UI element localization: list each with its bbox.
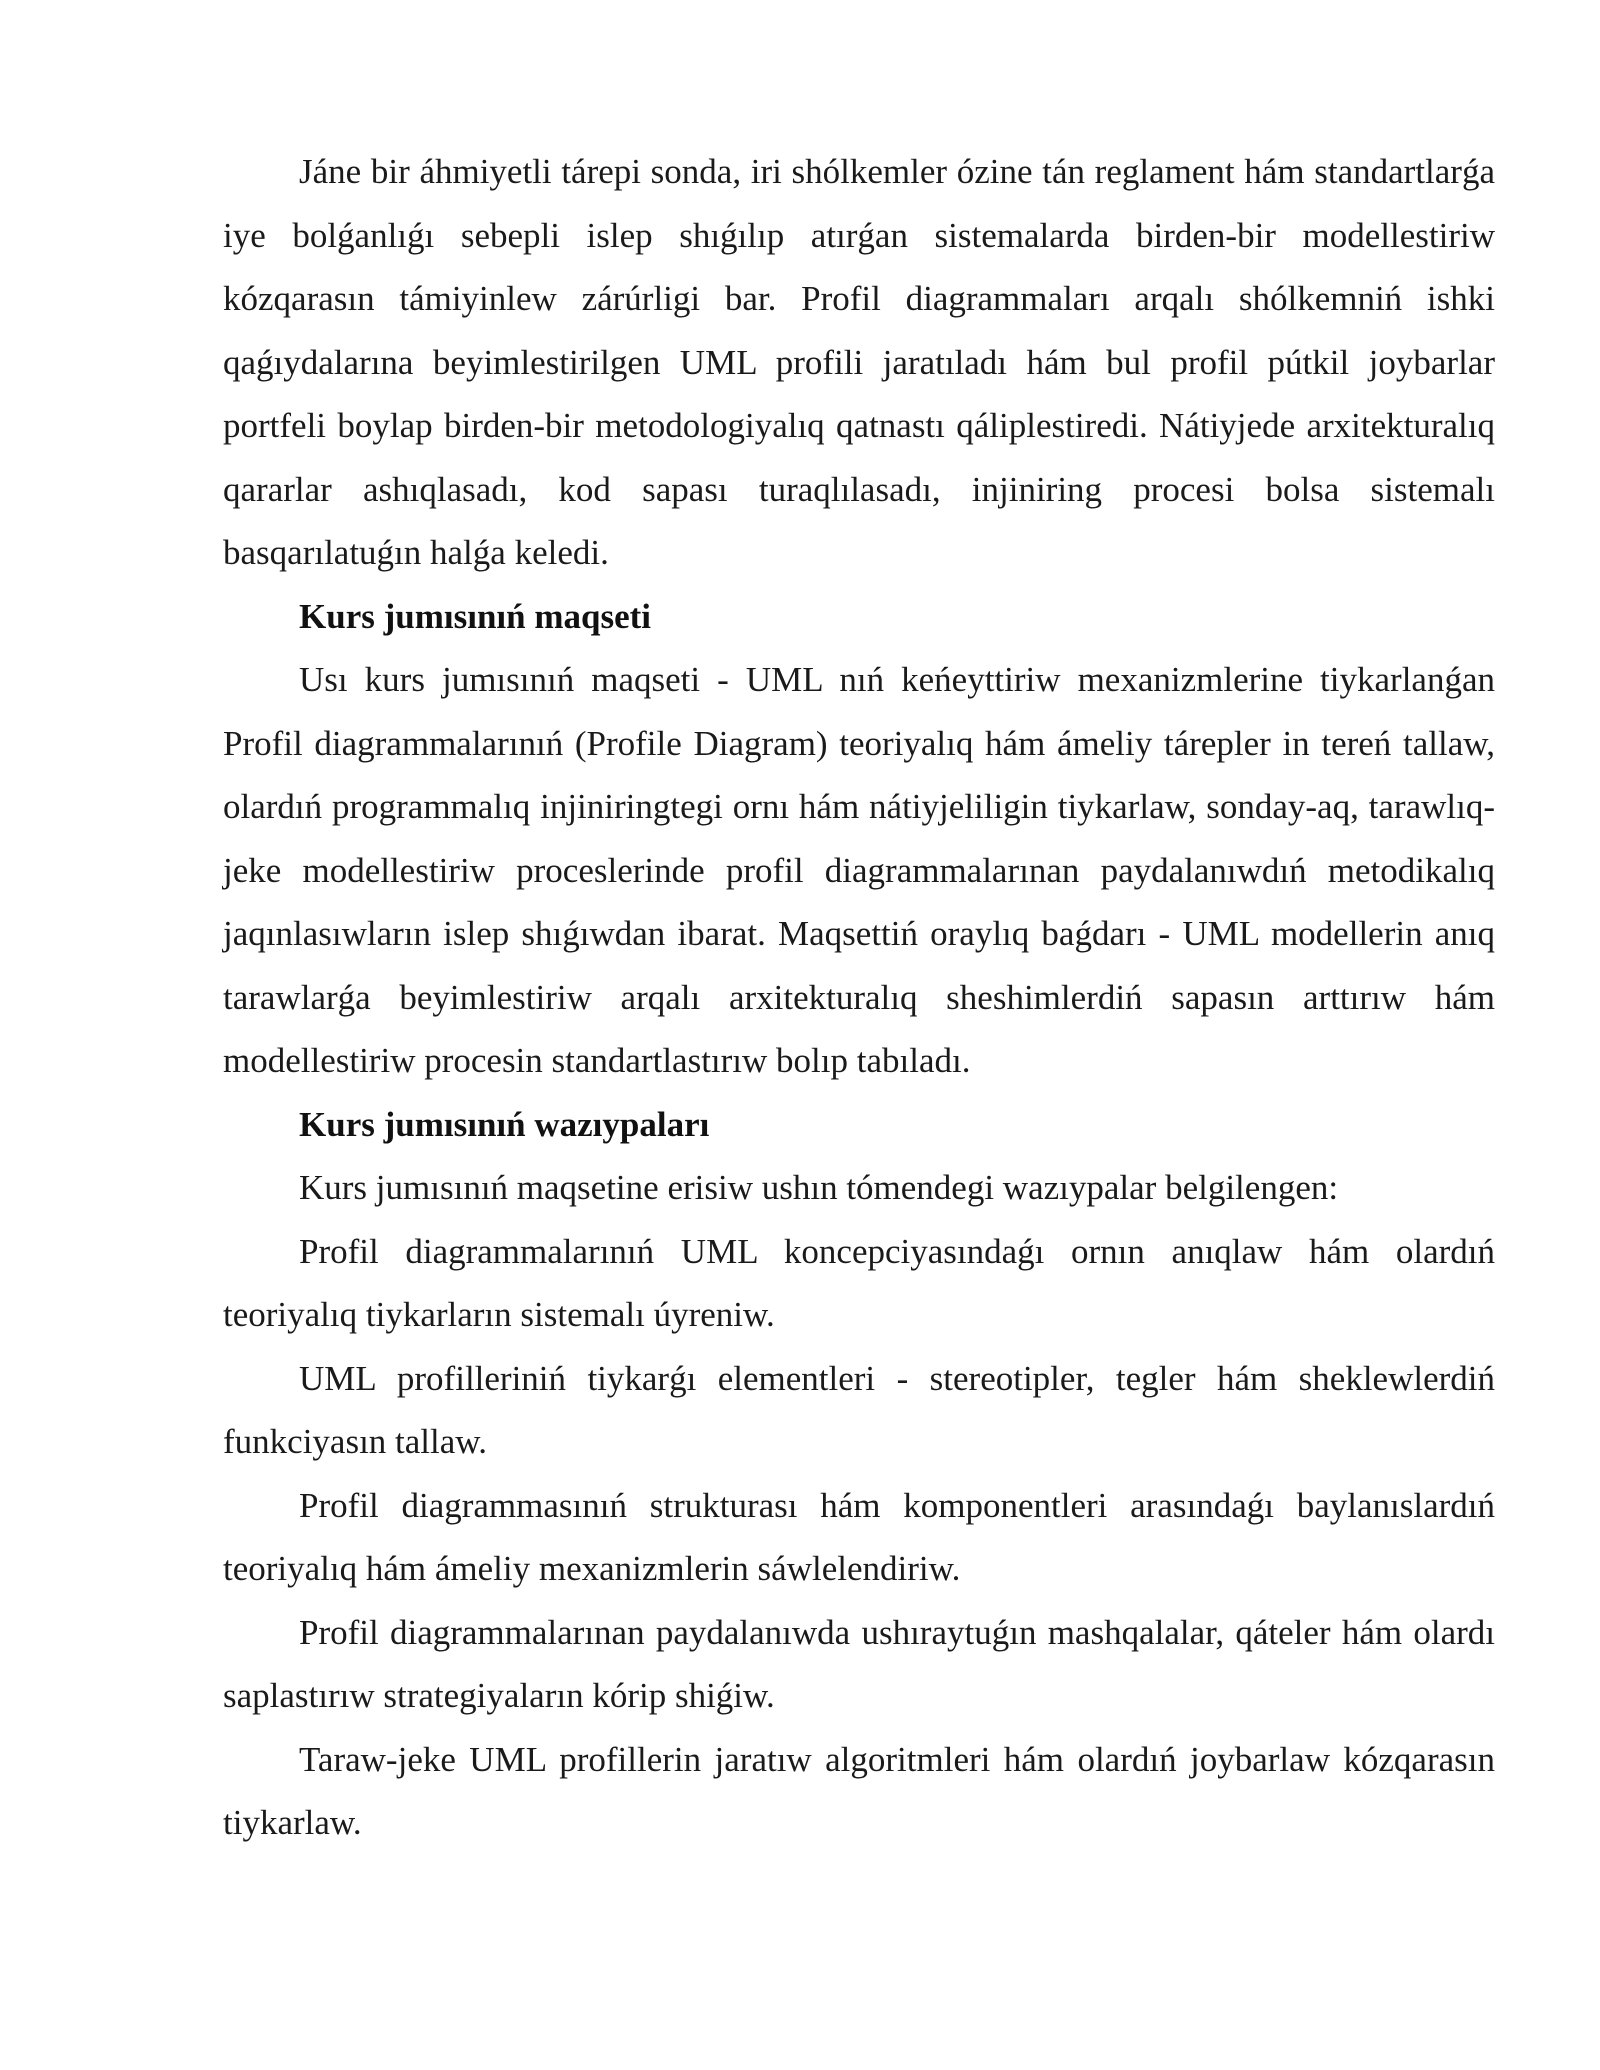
paragraph-standardization: Jáne bir áhmiyetli tárepi sonda, iri shólkemler ózine tán reglament hám standartlarǵa iye bolǵanlıǵı sebepli islep shıǵılıp atırǵan sistemalarda birden-bir modellestiriw kózqarasın támiyinlew zárúrligi bar. Profil diagrammaları arqalı shólkemniń ishki qaǵıydalarına beyimlestirilgen UML profili jaratıladı hám bul profil pútkil joybarlar portfeli boylap birden-bir metodologiyalıq qatnastı qáliplestiredi. Nátiyjede arxitekturalıq qararlar ashıqlasadı, kod sapası turaqlılasadı, injiniring procesi bolsa sistemalı basqarılatuǵın halǵa keledi. bbox=[223, 152, 1495, 572]
heading-course-goal: Kurs jumısınıń maqseti bbox=[299, 596, 651, 636]
paragraph-task-5: Taraw-jeke UML profillerin jaratıw algoritmleri hám olardıń joybarlaw kózqarasın tiykarlaw. bbox=[223, 1739, 1495, 1842]
heading-course-tasks: Kurs jumısınıń wazıypaları bbox=[299, 1104, 710, 1144]
document-body bbox=[223, 140, 1495, 1855]
paragraph-task-4: Profil diagrammalarınan paydalanıwda ushıraytuǵın mashqalalar, qáteler hám olardı saplastırıw strategiyaların kórip shiǵiw. bbox=[223, 1612, 1495, 1715]
paragraph-task-3: Profil diagrammasınıń strukturası hám komponentleri arasındaǵı baylanıslardıń teoriyalıq hám ámeliy mexanizmlerin sáwlelendiriw. bbox=[223, 1485, 1495, 1588]
paragraph-task-1: Profil diagrammalarınıń UML koncepciyasındaǵı ornın anıqlaw hám olardıń teoriyalıq tiykarların sistemalı úyreniw. bbox=[223, 1231, 1495, 1334]
paragraph-tasks-intro: Kurs jumısınıń maqsetine erisiw ushın tómendegi wazıypalar belgilengen: bbox=[299, 1168, 1339, 1207]
paragraph-course-goal: Usı kurs jumısınıń maqseti - UML nıń keńeyttiriw mexanizmlerine tiykarlanǵan Profil diagrammalarınıń (Profile Diagram) teoriyalıq hám ámeliy tárepler in tereń tallaw, olardıń programmalıq injiniringtegi ornı hám nátiyjeliligin tiykarlaw, sonday-aq, tarawlıq-jeke modellestiriw proceslerinde profil diagrammalarınan paydalanıwdıń metodikalıq jaqınlasıwların islep shıǵıwdan ibarat. Maqsettiń oraylıq baǵdarı - UML modellerin anıq tarawlarǵa beyimlestiriw arqalı arxitekturalıq sheshimlerdiń sapasın arttırıw hám modellestiriw procesin standartlastırıw bolıp tabıladı. bbox=[223, 660, 1495, 1080]
paragraph-task-2: UML profilleriniń tiykarǵı elementleri - stereotipler, tegler hám sheklewlerdiń funkciyasın tallaw. bbox=[223, 1358, 1495, 1461]
